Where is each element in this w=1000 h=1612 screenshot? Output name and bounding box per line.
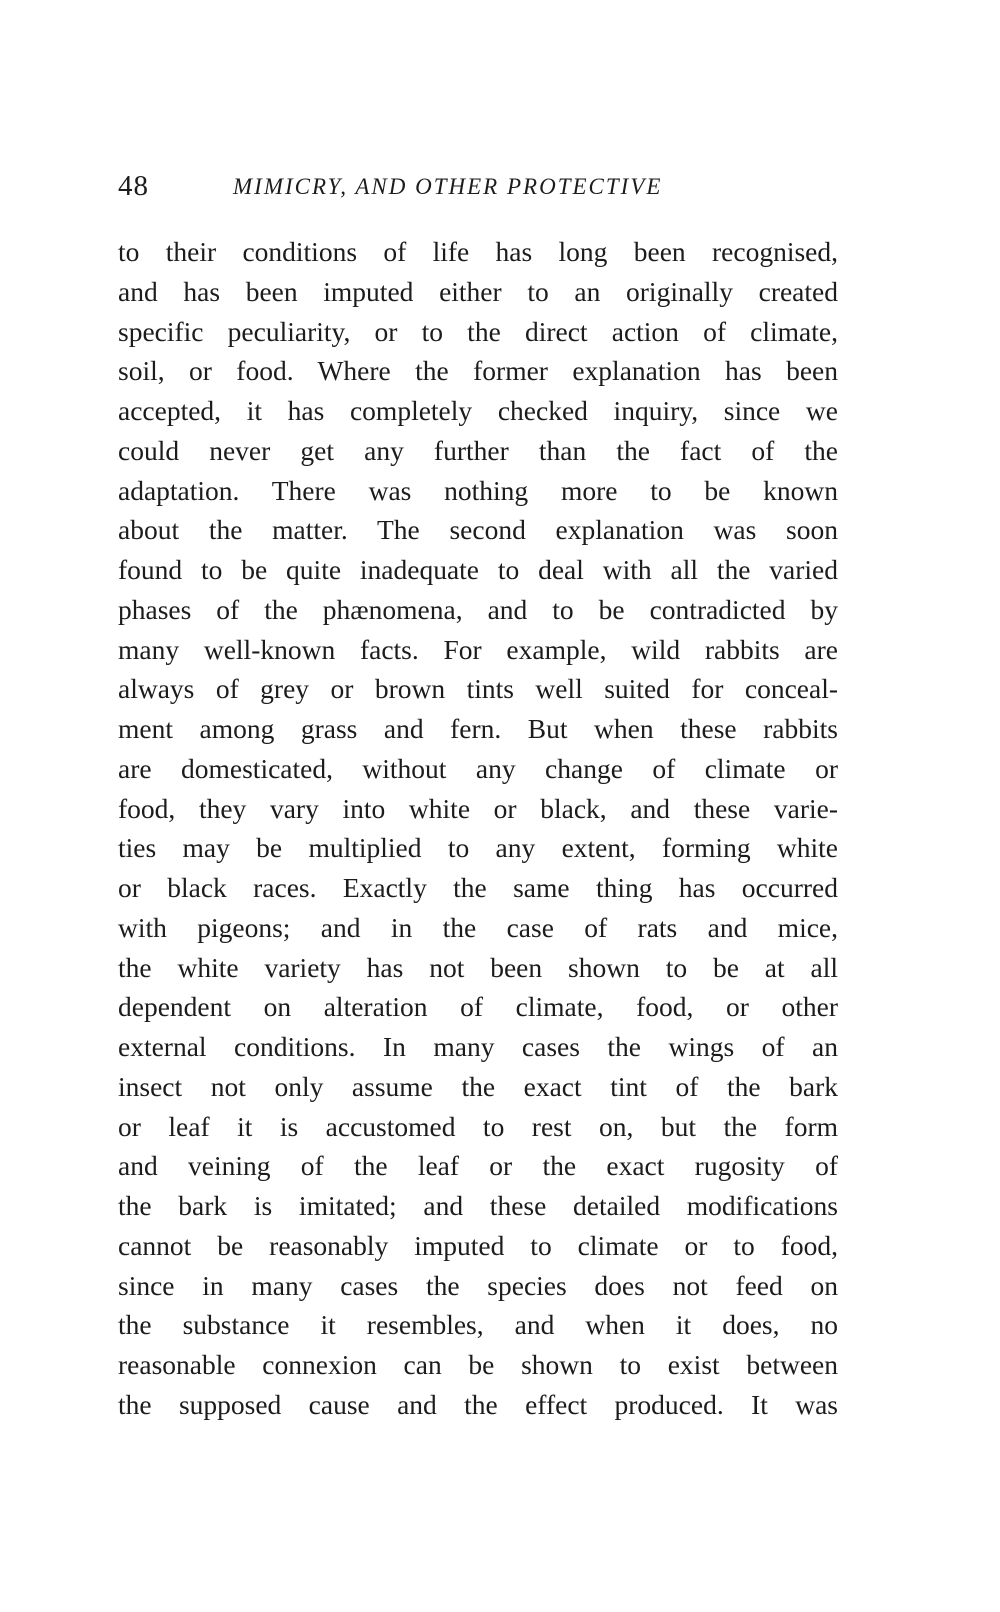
text-line: ties may be multiplied to any extent, forming white: [118, 832, 838, 864]
running-title: MIMICRY, AND OTHER PROTECTIVE: [233, 174, 663, 199]
text-line: specific peculiarity, or to the direct action of climate,: [118, 315, 838, 347]
text-line: or black races. Exactly the same thing has occurred: [118, 872, 838, 903]
text-line: adaptation. There was nothing more to be known: [118, 474, 838, 506]
text-line: and veining of the leaf or the exact rugosity of: [118, 1150, 838, 1182]
text-line: could never get any further than the fact of the: [118, 434, 838, 466]
text-line: cannot be reasonably imputed to climate or to food,: [118, 1229, 838, 1261]
text-line: the supposed cause and the effect produced. It was: [118, 1388, 838, 1420]
text-line: dependent on alteration of climate, food, or other: [118, 991, 838, 1023]
page-number: 48: [118, 170, 149, 202]
text-line: accepted, it has completely checked inquiry, since we: [118, 395, 838, 426]
text-line: always of grey or brown tints well suited for conceal-: [118, 673, 838, 705]
text-line: reasonable connexion can be shown to exist between: [118, 1349, 838, 1380]
text-line: ment among grass and fern. But when these rabbits: [118, 713, 838, 744]
text-line: many well-known facts. For example, wild rabbits are: [118, 633, 838, 665]
text-line: since in many cases the species does not feed on: [118, 1269, 838, 1301]
text-line: phases of the phænomena, and to be contradicted by: [118, 593, 838, 625]
text-line: or leaf it is accustomed to rest on, but the form: [118, 1110, 838, 1142]
text-line: are domesticated, without any change of climate or: [118, 752, 838, 784]
body-text: [118, 232, 838, 1425]
text-line: with pigeons; and in the case of rats and mice,: [118, 911, 838, 943]
text-line: found to be quite inadequate to deal with all the varied: [118, 554, 838, 585]
text-line: insect not only assume the exact tint of the bark: [118, 1070, 838, 1102]
text-line: external conditions. In many cases the wings of an: [118, 1031, 838, 1062]
running-head: [118, 170, 838, 210]
text-line: the substance it resembles, and when it does, no: [118, 1309, 838, 1341]
text-line: food, they vary into white or black, and these varie-: [118, 792, 838, 824]
text-line: and has been imputed either to an originally created: [118, 275, 838, 307]
text-line: the bark is imitated; and these detailed modifications: [118, 1190, 838, 1221]
text-line: soil, or food. Where the former explanation has been: [118, 355, 838, 387]
text-line: the white variety has not been shown to be at all: [118, 951, 838, 983]
text-line: to their conditions of life has long been recognised,: [118, 236, 838, 267]
text-line: about the matter. The second explanation was soon: [118, 514, 838, 546]
